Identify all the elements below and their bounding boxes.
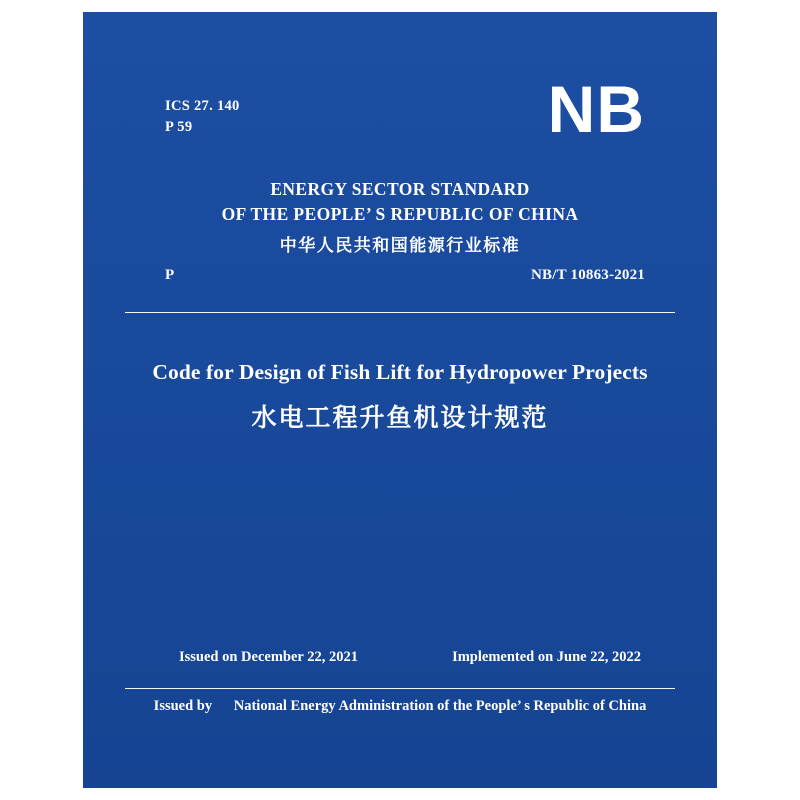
category-letter: P xyxy=(165,267,175,283)
standard-title-line2: OF THE PEOPLE’ S REPUBLIC OF CHINA xyxy=(221,204,579,224)
dates-row xyxy=(83,649,717,671)
ics-block xyxy=(165,96,240,138)
cover-header-row xyxy=(83,72,717,172)
divider-bottom xyxy=(125,688,675,689)
classification-code: P 59 xyxy=(165,119,193,135)
standard-title-line1: ENERGY SECTOR STANDARD xyxy=(270,179,530,199)
issued-by-label: Issued by xyxy=(153,698,213,714)
issuer-row xyxy=(83,698,717,715)
issued-by-organization: National Energy Administration of the People’ s Republic of China xyxy=(233,698,647,714)
document-title-english: Code for Design of Fish Lift for Hydropower Projects xyxy=(152,360,648,384)
issued-date: Issued on December 22, 2021 xyxy=(179,649,358,665)
document-title-chinese: 水电工程升鱼机设计规范 xyxy=(251,403,549,432)
implemented-date: Implemented on June 22, 2022 xyxy=(452,649,641,665)
nb-logo: NB xyxy=(547,72,645,146)
standard-authority-block xyxy=(83,177,717,259)
standard-cover-page xyxy=(83,12,717,788)
standard-number: NB/T 10863-2021 xyxy=(531,267,645,283)
ics-number: ICS 27. 140 xyxy=(165,98,240,114)
divider-top xyxy=(125,312,675,313)
standard-code-row xyxy=(83,267,717,291)
standard-title-chinese: 中华人民共和国能源行业标准 xyxy=(279,236,521,256)
